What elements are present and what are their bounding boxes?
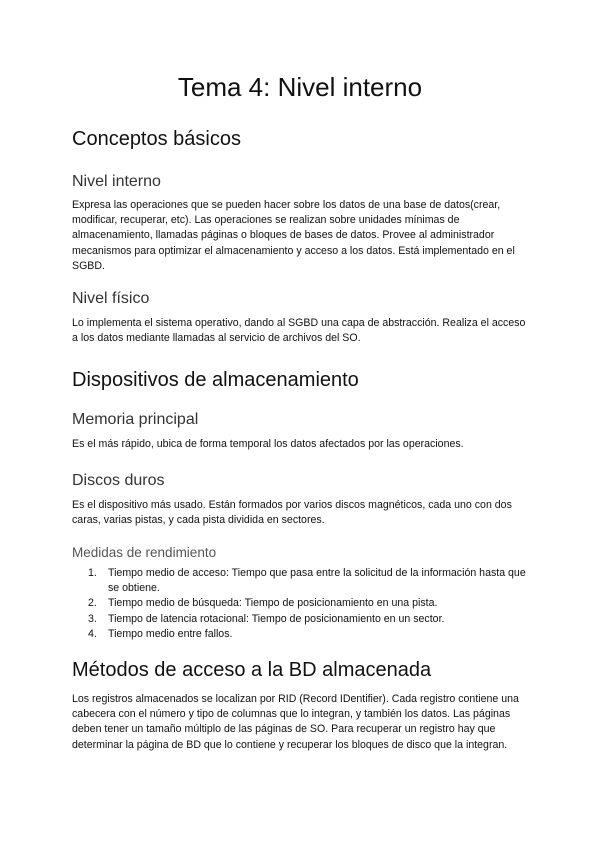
- list-item-text: Tiempo medio de acceso: Tiempo que pasa entre la solicitud de la información hasta que se obtiene.: [108, 567, 526, 595]
- paragraph-nivel-fisico: Lo implementa el sistema operativo, dando al SGBD una capa de abstracción. Realiza el acceso a los datos mediante llamadas al servicio de archivos del SO.: [72, 317, 526, 345]
- paragraph-discos-duros: Es el dispositivo más usado. Están formados por varios discos magnéticos, cada uno con dos caras, varias pistas, y cada pista dividida en sectores.: [72, 499, 512, 527]
- list-item-number: 1.: [88, 567, 97, 579]
- list-item: [72, 596, 532, 611]
- subsubsection-heading-medidas: Medidas de rendimiento: [72, 545, 217, 560]
- list-item-text: Tiempo medio de búsqueda: Tiempo de posicionamiento en una pista.: [108, 597, 438, 610]
- list-item-number: 4.: [88, 627, 97, 640]
- subsection-heading-memoria-principal: Memoria principal: [72, 411, 199, 428]
- list-item: [72, 566, 532, 596]
- paragraph-memoria-principal: Es el más rápido, ubica de forma temporal los datos afectados por las operaciones.: [72, 438, 464, 450]
- list-item-text: Tiempo de latencia rotacional: Tiempo de posicionamiento en un sector.: [108, 612, 445, 625]
- section-heading-metodos: Métodos de acceso a la BD almacenada: [72, 659, 432, 681]
- list-item-text: Tiempo medio entre fallos.: [108, 627, 233, 640]
- list-item: [72, 612, 532, 627]
- section-heading-conceptos: Conceptos básicos: [72, 128, 241, 150]
- subsection-heading-nivel-interno: Nivel interno: [72, 173, 161, 190]
- page-title: Tema 4: Nivel interno: [177, 72, 423, 102]
- list-item-number: 3.: [88, 612, 97, 625]
- section-heading-dispositivos: Dispositivos de almacenamiento: [72, 369, 359, 391]
- list-item-number: 2.: [88, 597, 97, 610]
- rendimiento-list: [72, 566, 532, 642]
- subsection-heading-nivel-fisico: Nivel físico: [72, 290, 150, 307]
- paragraph-metodos: Los registros almacenados se localizan por RID (Record IDentifier). Cada registro contiene una cabecera con el número y tipo de columnas que lo integran, y también los datos. Las páginas deben tener un tamaño múltiplo de las páginas de SO. Para recuperar un registro hay que determinar la página de BD que lo contiene y recuperar los bloques de disco que la integran.: [72, 693, 519, 751]
- subsection-heading-discos-duros: Discos duros: [72, 472, 165, 489]
- list-item: [72, 627, 532, 642]
- paragraph-nivel-interno: Expresa las operaciones que se pueden hacer sobre los datos de una base de datos(crear, modificar, recuperar, etc). Las operaciones se realizan sobre unidades mínimas de almacenamiento, llamadas páginas o bloques de bases de datos. Provee al administrador mecanismos para optimizar el almacenamiento y acceso a los datos. Está implementado en el SGBD.: [72, 199, 515, 272]
